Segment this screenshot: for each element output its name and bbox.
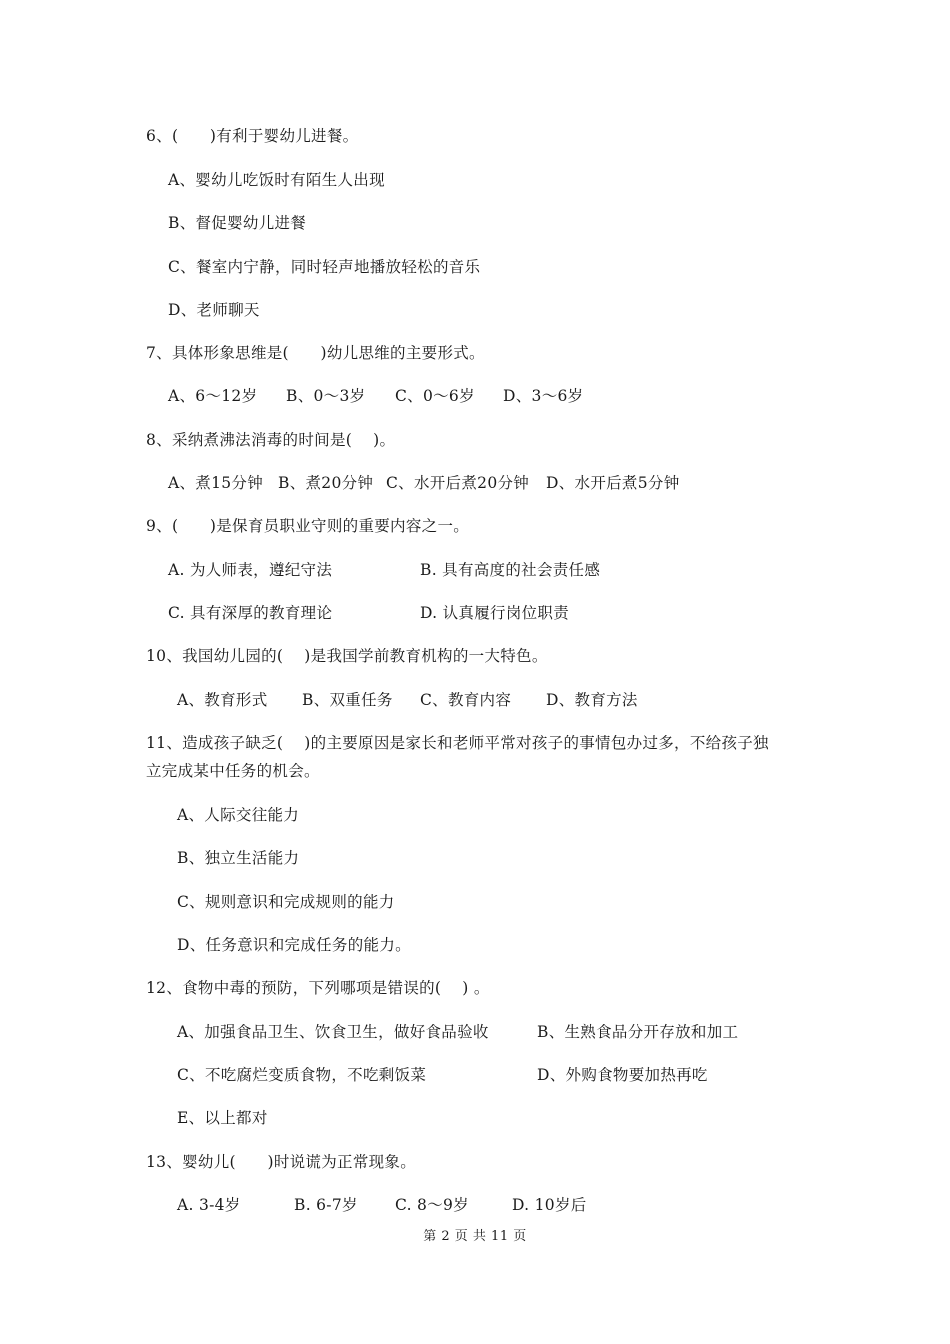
question-11-stem-line-2: 立完成某中任务的机会。 <box>146 762 320 780</box>
question-8-option-d: D、水开后煮5分钟 <box>546 474 680 492</box>
question-8-option-c: C、水开后煮20分钟 <box>386 474 530 492</box>
question-9-option-a: A. 为人师表，遵纪守法 <box>168 561 333 579</box>
question-11-option-d: D、任务意识和完成任务的能力。 <box>177 936 411 954</box>
question-8-stem: 8、采纳煮沸法消毒的时间是( )。 <box>146 431 396 449</box>
question-10-option-d: D、教育方法 <box>546 691 638 709</box>
question-10-option-c: C、教育内容 <box>420 691 512 709</box>
question-12-stem: 12、食物中毒的预防，下列哪项是错误的( ) 。 <box>146 979 490 997</box>
question-11-stem-line-1: 11、造成孩子缺乏( )的主要原因是家长和老师平常对孩子的事情包办过多，不给孩子独 <box>146 734 769 752</box>
question-7-option-a: A、6～12岁 <box>168 387 258 405</box>
question-13-option-d: D. 10岁后 <box>512 1196 587 1214</box>
question-6-stem: 6、( )有利于婴幼儿进餐。 <box>146 127 359 145</box>
question-9-stem: 9、( )是保育员职业守则的重要内容之一。 <box>146 517 470 535</box>
question-12-option-d: D、外购食物要加热再吃 <box>537 1066 708 1084</box>
question-10-option-b: B、双重任务 <box>302 691 393 709</box>
question-7-stem: 7、具体形象思维是( )幼儿思维的主要形式。 <box>146 344 485 362</box>
question-10-stem: 10、我国幼儿园的( )是我国学前教育机构的一大特色。 <box>146 647 548 665</box>
question-12-option-a: A、加强食品卫生、饮食卫生，做好食品验收 <box>177 1023 489 1041</box>
question-7-option-c: C、0～6岁 <box>395 387 475 405</box>
question-7-option-d: D、3～6岁 <box>503 387 584 405</box>
question-6-option-b: B、督促婴幼儿进餐 <box>168 214 307 232</box>
question-6-option-a: A、婴幼儿吃饭时有陌生人出现 <box>168 171 385 189</box>
question-12-option-b: B、生熟食品分开存放和加工 <box>537 1023 739 1041</box>
question-7-option-b: B、0～3岁 <box>286 387 366 405</box>
question-9-option-c: C. 具有深厚的教育理论 <box>168 604 333 622</box>
question-13-option-c: C. 8～9岁 <box>395 1196 469 1214</box>
question-8-option-a: A、煮15分钟 <box>168 474 264 492</box>
question-11-option-c: C、规则意识和完成规则的能力 <box>177 893 395 911</box>
question-6-option-d: D、老师聊天 <box>168 301 260 319</box>
question-13-stem: 13、婴幼儿( )时说谎为正常现象。 <box>146 1153 417 1171</box>
question-9-option-b: B. 具有高度的社会责任感 <box>420 561 601 579</box>
question-8-option-b: B、煮20分钟 <box>278 474 374 492</box>
question-11-option-b: B、独立生活能力 <box>177 849 300 867</box>
question-9-option-d: D. 认真履行岗位职责 <box>420 604 570 622</box>
question-13-option-a: A. 3-4岁 <box>177 1196 241 1214</box>
question-12-option-e: E、以上都对 <box>177 1109 268 1127</box>
question-12-option-c: C、不吃腐烂变质食物，不吃剩饭菜 <box>177 1066 427 1084</box>
question-10-option-a: A、教育形式 <box>177 691 268 709</box>
question-13-option-b: B. 6-7岁 <box>294 1196 358 1214</box>
question-6-option-c: C、餐室内宁静，同时轻声地播放轻松的音乐 <box>168 258 481 276</box>
page-number-footer: 第 2 页 共 11 页 <box>423 1229 527 1244</box>
question-11-option-a: A、人际交往能力 <box>177 806 300 824</box>
